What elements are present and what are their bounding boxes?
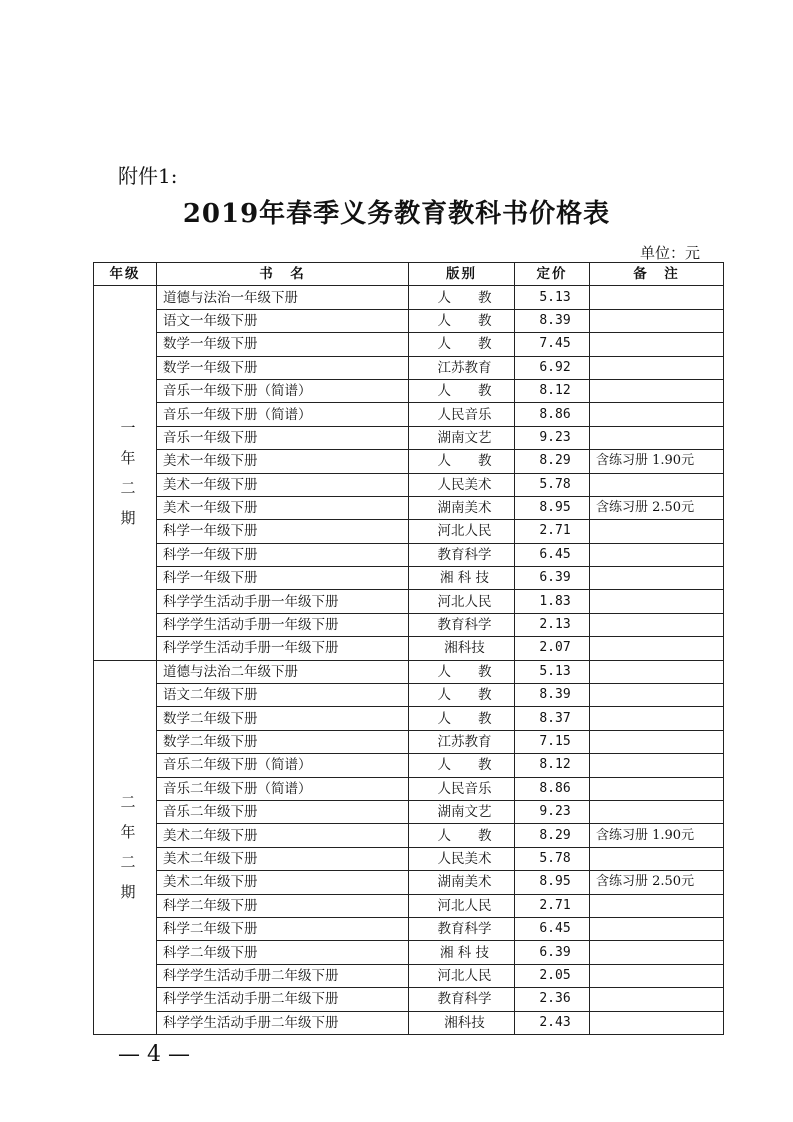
- table-row: [94, 567, 724, 590]
- book-cell: 音乐一年级下册（简谱）: [157, 379, 409, 402]
- table-row: [94, 754, 724, 777]
- price-cell: 8.95: [515, 496, 590, 519]
- price-cell: 6.39: [515, 941, 590, 964]
- price-cell: 2.43: [515, 1011, 590, 1034]
- edition-cell: 湘 科 技: [409, 567, 515, 590]
- price-cell: 2.07: [515, 637, 590, 660]
- price-cell: 9.23: [515, 800, 590, 823]
- note-cell: [590, 684, 724, 707]
- edition-cell: 河北人民: [409, 964, 515, 987]
- note-cell: 含练习册 1.90元: [590, 824, 724, 847]
- note-cell: [590, 1011, 724, 1034]
- table-row: [94, 637, 724, 660]
- book-cell: 音乐二年级下册（简谱）: [157, 754, 409, 777]
- note-cell: 含练习册 1.90元: [590, 450, 724, 473]
- note-cell: [590, 333, 724, 356]
- note-cell: [590, 660, 724, 683]
- price-cell: 8.39: [515, 309, 590, 332]
- price-cell: 6.92: [515, 356, 590, 379]
- note-cell: [590, 754, 724, 777]
- book-cell: 语文二年级下册: [157, 684, 409, 707]
- book-cell: 道德与法治二年级下册: [157, 660, 409, 683]
- header-grade: 年级: [94, 263, 157, 286]
- book-cell: 科学一年级下册: [157, 567, 409, 590]
- table-row: [94, 333, 724, 356]
- page-number: — 4 —: [118, 1042, 190, 1067]
- edition-cell: 人民音乐: [409, 777, 515, 800]
- note-cell: 含练习册 2.50元: [590, 871, 724, 894]
- table-row: [94, 426, 724, 449]
- price-cell: 8.95: [515, 871, 590, 894]
- book-cell: 音乐一年级下册（简谱）: [157, 403, 409, 426]
- book-cell: 科学学生活动手册一年级下册: [157, 613, 409, 636]
- note-cell: [590, 707, 724, 730]
- table-row: [94, 356, 724, 379]
- table-body: [94, 286, 724, 1035]
- note-cell: [590, 286, 724, 309]
- book-cell: 美术二年级下册: [157, 824, 409, 847]
- table-row: [94, 286, 724, 309]
- price-cell: 7.45: [515, 333, 590, 356]
- edition-cell: 人 教: [409, 824, 515, 847]
- note-cell: [590, 379, 724, 402]
- edition-cell: 教育科学: [409, 543, 515, 566]
- note-cell: 含练习册 2.50元: [590, 496, 724, 519]
- header-note: 备 注: [590, 263, 724, 286]
- price-table: [93, 262, 724, 1035]
- note-cell: [590, 941, 724, 964]
- note-cell: [590, 917, 724, 940]
- price-cell: 6.45: [515, 917, 590, 940]
- price-cell: 5.78: [515, 473, 590, 496]
- note-cell: [590, 964, 724, 987]
- note-cell: [590, 356, 724, 379]
- edition-cell: 江苏教育: [409, 730, 515, 753]
- price-cell: 8.12: [515, 379, 590, 402]
- grade-label: 一年二期: [120, 419, 136, 528]
- table-row: [94, 871, 724, 894]
- table-row: [94, 847, 724, 870]
- note-cell: [590, 800, 724, 823]
- table-row: [94, 520, 724, 543]
- book-cell: 科学学生活动手册一年级下册: [157, 590, 409, 613]
- edition-cell: 教育科学: [409, 917, 515, 940]
- page-title: 2019年春季义务教育教科书价格表: [182, 199, 611, 229]
- table-row: [94, 894, 724, 917]
- edition-cell: 教育科学: [409, 613, 515, 636]
- table-row: [94, 917, 724, 940]
- note-cell: [590, 520, 724, 543]
- table-row: [94, 684, 724, 707]
- price-cell: 6.39: [515, 567, 590, 590]
- grade-label: 二年二期: [120, 793, 136, 902]
- book-cell: 美术一年级下册: [157, 473, 409, 496]
- table-row: [94, 450, 724, 473]
- book-cell: 美术一年级下册: [157, 496, 409, 519]
- edition-cell: 人 教: [409, 707, 515, 730]
- book-cell: 科学学生活动手册二年级下册: [157, 988, 409, 1011]
- edition-cell: 人 教: [409, 754, 515, 777]
- price-cell: 2.36: [515, 988, 590, 1011]
- table-row: [94, 613, 724, 636]
- book-cell: 科学二年级下册: [157, 941, 409, 964]
- note-cell: [590, 777, 724, 800]
- table-row: [94, 707, 724, 730]
- price-cell: 2.05: [515, 964, 590, 987]
- edition-cell: 河北人民: [409, 520, 515, 543]
- table-row: [94, 988, 724, 1011]
- book-cell: 科学一年级下册: [157, 520, 409, 543]
- book-cell: 数学一年级下册: [157, 333, 409, 356]
- price-cell: 8.29: [515, 450, 590, 473]
- note-cell: [590, 613, 724, 636]
- book-cell: 音乐一年级下册: [157, 426, 409, 449]
- edition-cell: 人 教: [409, 684, 515, 707]
- price-cell: 2.71: [515, 894, 590, 917]
- table-row: [94, 590, 724, 613]
- edition-cell: 湖南美术: [409, 871, 515, 894]
- price-cell: 2.71: [515, 520, 590, 543]
- note-cell: [590, 730, 724, 753]
- price-cell: 8.37: [515, 707, 590, 730]
- header-edition: 版别: [409, 263, 515, 286]
- book-cell: 美术二年级下册: [157, 871, 409, 894]
- book-cell: 美术二年级下册: [157, 847, 409, 870]
- book-cell: 音乐二年级下册（简谱）: [157, 777, 409, 800]
- price-cell: 5.78: [515, 847, 590, 870]
- table-row: [94, 777, 724, 800]
- edition-cell: 人 教: [409, 286, 515, 309]
- price-cell: 5.13: [515, 286, 590, 309]
- edition-cell: 人 教: [409, 450, 515, 473]
- edition-cell: 河北人民: [409, 590, 515, 613]
- table-row: [94, 309, 724, 332]
- price-cell: 6.45: [515, 543, 590, 566]
- book-cell: 数学二年级下册: [157, 707, 409, 730]
- table-row: [94, 824, 724, 847]
- table-row: [94, 730, 724, 753]
- table-row: [94, 964, 724, 987]
- book-cell: 科学二年级下册: [157, 894, 409, 917]
- table-row: [94, 800, 724, 823]
- edition-cell: 人 教: [409, 379, 515, 402]
- price-cell: 1.83: [515, 590, 590, 613]
- book-cell: 科学学生活动手册二年级下册: [157, 1011, 409, 1034]
- price-cell: 8.29: [515, 824, 590, 847]
- table-row: [94, 473, 724, 496]
- book-cell: 数学二年级下册: [157, 730, 409, 753]
- price-cell: 8.86: [515, 403, 590, 426]
- note-cell: [590, 403, 724, 426]
- edition-cell: 湘科技: [409, 637, 515, 660]
- edition-cell: 教育科学: [409, 988, 515, 1011]
- edition-cell: 人民音乐: [409, 403, 515, 426]
- book-cell: 科学一年级下册: [157, 543, 409, 566]
- header-book: 书 名: [157, 263, 409, 286]
- header-price: 定价: [515, 263, 590, 286]
- price-cell: 2.13: [515, 613, 590, 636]
- note-cell: [590, 567, 724, 590]
- table-row: [94, 379, 724, 402]
- note-cell: [590, 426, 724, 449]
- edition-cell: 河北人民: [409, 894, 515, 917]
- edition-cell: 人 教: [409, 660, 515, 683]
- table-row: [94, 496, 724, 519]
- book-cell: 语文一年级下册: [157, 309, 409, 332]
- edition-cell: 湖南美术: [409, 496, 515, 519]
- book-cell: 数学一年级下册: [157, 356, 409, 379]
- book-cell: 道德与法治一年级下册: [157, 286, 409, 309]
- note-cell: [590, 894, 724, 917]
- book-cell: 音乐二年级下册: [157, 800, 409, 823]
- unit-label: 单位：元: [640, 244, 701, 262]
- book-cell: 科学学生活动手册一年级下册: [157, 637, 409, 660]
- edition-cell: 人民美术: [409, 473, 515, 496]
- price-cell: 8.86: [515, 777, 590, 800]
- edition-cell: 湘科技: [409, 1011, 515, 1034]
- table-header-row: [94, 263, 724, 286]
- table-row: [94, 543, 724, 566]
- edition-cell: 人 教: [409, 333, 515, 356]
- note-cell: [590, 637, 724, 660]
- grade-cell: [94, 660, 157, 1034]
- book-cell: 美术一年级下册: [157, 450, 409, 473]
- price-cell: 9.23: [515, 426, 590, 449]
- attachment-label: 附件1:: [118, 164, 178, 188]
- book-cell: 科学二年级下册: [157, 917, 409, 940]
- table-row: [94, 1011, 724, 1034]
- book-cell: 科学学生活动手册二年级下册: [157, 964, 409, 987]
- edition-cell: 人民美术: [409, 847, 515, 870]
- table-row: [94, 941, 724, 964]
- edition-cell: 湖南文艺: [409, 800, 515, 823]
- table-row: [94, 403, 724, 426]
- edition-cell: 江苏教育: [409, 356, 515, 379]
- edition-cell: 湖南文艺: [409, 426, 515, 449]
- price-cell: 8.39: [515, 684, 590, 707]
- note-cell: [590, 847, 724, 870]
- table-row: [94, 660, 724, 683]
- price-cell: 8.12: [515, 754, 590, 777]
- note-cell: [590, 543, 724, 566]
- grade-cell: [94, 286, 157, 660]
- note-cell: [590, 309, 724, 332]
- note-cell: [590, 988, 724, 1011]
- edition-cell: 人 教: [409, 309, 515, 332]
- price-cell: 5.13: [515, 660, 590, 683]
- price-cell: 7.15: [515, 730, 590, 753]
- edition-cell: 湘 科 技: [409, 941, 515, 964]
- note-cell: [590, 473, 724, 496]
- note-cell: [590, 590, 724, 613]
